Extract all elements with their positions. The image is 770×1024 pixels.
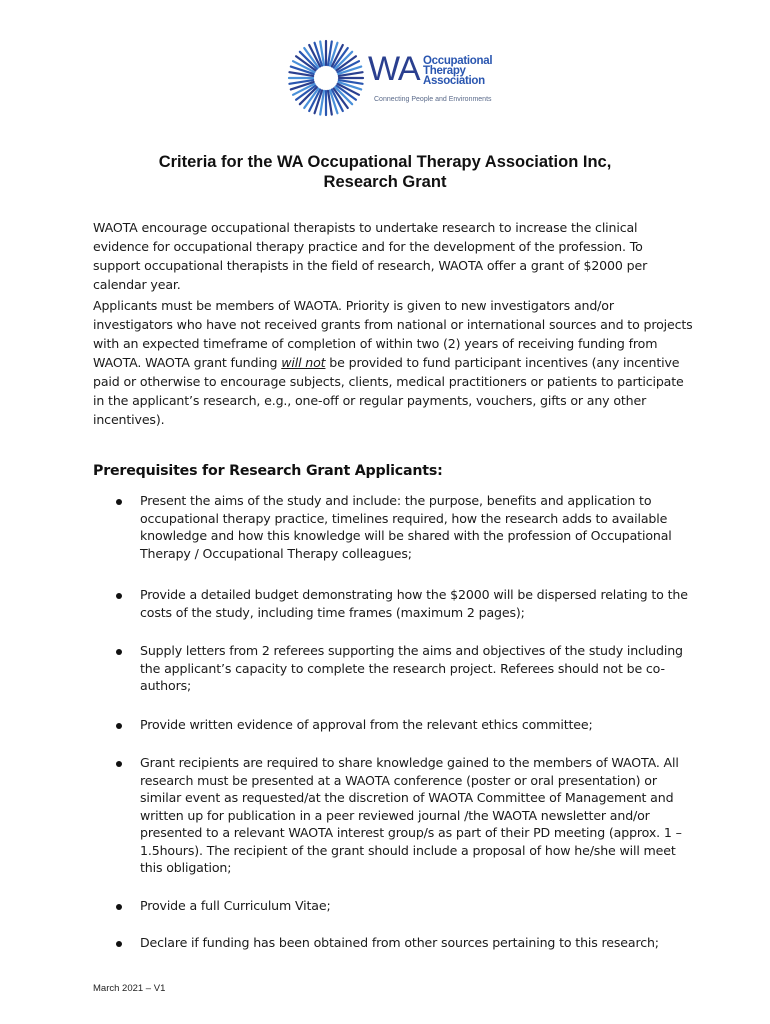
waota-logo <box>284 38 493 118</box>
title-line-2: Research Grant <box>323 173 447 191</box>
bullet-icon <box>116 941 122 947</box>
paragraph-2-text-b: be provided to fund participant incentives (any incentive paid or otherwise to encourage subjects, clients, medical practitioners or patients to participate in the applicant’s research, e.g., one-off or regular payments, vouchers, gifts or any other incentives). <box>93 355 684 427</box>
footer-version: March 2021 – V1 <box>93 983 166 994</box>
list-item-text: Declare if funding has been obtained from other sources pertaining to this research; <box>140 935 659 950</box>
bullet-icon <box>116 904 122 910</box>
logo-name <box>423 56 492 86</box>
bullet-icon <box>116 723 122 729</box>
list-item-text: Provide a detailed budget demonstrating how the $2000 will be dispersed relating to the costs of the study, including time frames (maximum 2 pages); <box>140 587 688 620</box>
bullet-icon <box>116 649 122 655</box>
document-title <box>60 152 710 192</box>
list-item-text: Provide written evidence of approval from the relevant ethics committee; <box>140 717 593 732</box>
list-item-text: Grant recipients are required to share knowledge gained to the members of WAOTA. All research must be presented at a WAOTA conference (poster or oral presentation) or similar event as requested/at the discretion of WAOTA Committee of Management and written up for publication in a peer reviewed journal /the WAOTA newsletter and/or presented to a relevant WAOTA interest group/s as part of their PD meeting (approx. 1 – 1.5hours). The recipient of the grant should include a proposal of how he/she will meet this obligation; <box>140 755 682 875</box>
list-item-text: Supply letters from 2 referees supporting the aims and objectives of the study including the applicant’s capacity to complete the research project. Referees should not be co-authors; <box>140 643 683 693</box>
bullet-icon <box>116 761 122 767</box>
bullet-icon <box>116 593 122 599</box>
logo-name-line-2: Therapy <box>423 65 466 77</box>
paragraph-2-emphasis: will not <box>281 355 326 370</box>
logo-tagline: Connecting People and Environments <box>374 96 492 103</box>
sunburst-logo-icon <box>284 38 368 118</box>
paragraph-2-text-a: Applicants must be members of WAOTA. Priority is given to new investigators and/or investigators who have not received grants from national or international sources and to projects with an expected timeframe of completion of within two (2) years of receiving funding from WAOTA. WAOTA grant funding <box>93 298 693 370</box>
logo-name-line-1: Occupational <box>423 55 493 67</box>
intro-paragraph-1: WAOTA encourage occupational therapists to undertake research to increase the clinical evidence for occupational therapy practice and for the development of the profession. To support occupational therapists in the field of research, WAOTA offer a grant of $2000 per calendar year. <box>93 220 648 292</box>
title-line-1: Criteria for the WA Occupational Therapy Association Inc, <box>158 153 612 171</box>
logo-name-line-3: Association <box>423 75 485 87</box>
list-item-text: Provide a full Curriculum Vitae; <box>140 898 331 913</box>
list-item-text: Present the aims of the study and include: the purpose, benefits and application to occupational therapy practice, timelines required, how the research adds to available knowledge and how this knowledge will be shared with the profession of Occupational Therapy / Occupational Therapy colleagues; <box>140 493 672 561</box>
intro-paragraph-2 <box>93 296 693 429</box>
bullet-icon <box>116 499 122 505</box>
logo-abbrev: WA <box>368 50 420 88</box>
prerequisites-heading: Prerequisites for Research Grant Applicants: <box>93 463 443 479</box>
